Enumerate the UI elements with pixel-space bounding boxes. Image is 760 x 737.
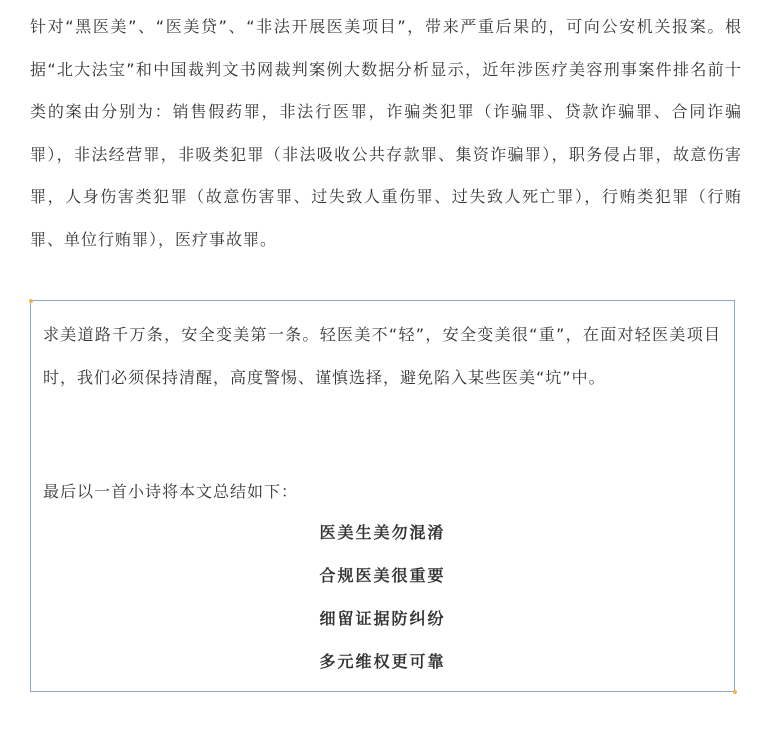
poem-intro: 最后以一首小诗将本文总结如下： <box>43 482 299 501</box>
callout-paragraph: 求美道路千万条，安全变美第一条。轻医美不“轻”，安全变美很“重”，在面对轻医美项目时，我们必须保持清醒，高度警惕、谨慎选择，避免陷入某些医美“坑”中。 <box>43 325 721 387</box>
summary-callout-box <box>30 300 735 692</box>
poem <box>31 511 734 683</box>
article-paragraph: 针对“黑医美”、“医美贷”、“非法开展医美项目”，带来严重后果的，可向公安机关报案。根据“北大法宝”和中国裁判文书网裁判案例大数据分析显示，近年涉医疗美容刑事案件排名前十类的案由分别为：销售假药罪，非法行医罪，诈骗类犯罪（诈骗罪、贷款诈骗罪、合同诈骗罪），非法经营罪，非吸类犯罪（非法吸收公共存款罪、集资诈骗罪），职务侵占罪，故意伤害罪，人身伤害类犯罪（故意伤害罪、过失致人重伤罪、过失致人死亡罪），行贿类犯罪（行贿罪、单位行贿罪），医疗事故罪。 <box>30 17 742 249</box>
corner-dot <box>29 299 33 303</box>
poem-line: 合规医美很重要 <box>319 566 446 585</box>
corner-dot <box>733 690 737 694</box>
poem-line: 细留证据防纠纷 <box>319 609 446 628</box>
poem-line: 多元维权更可靠 <box>319 652 446 671</box>
poem-line: 医美生美勿混淆 <box>319 523 446 542</box>
